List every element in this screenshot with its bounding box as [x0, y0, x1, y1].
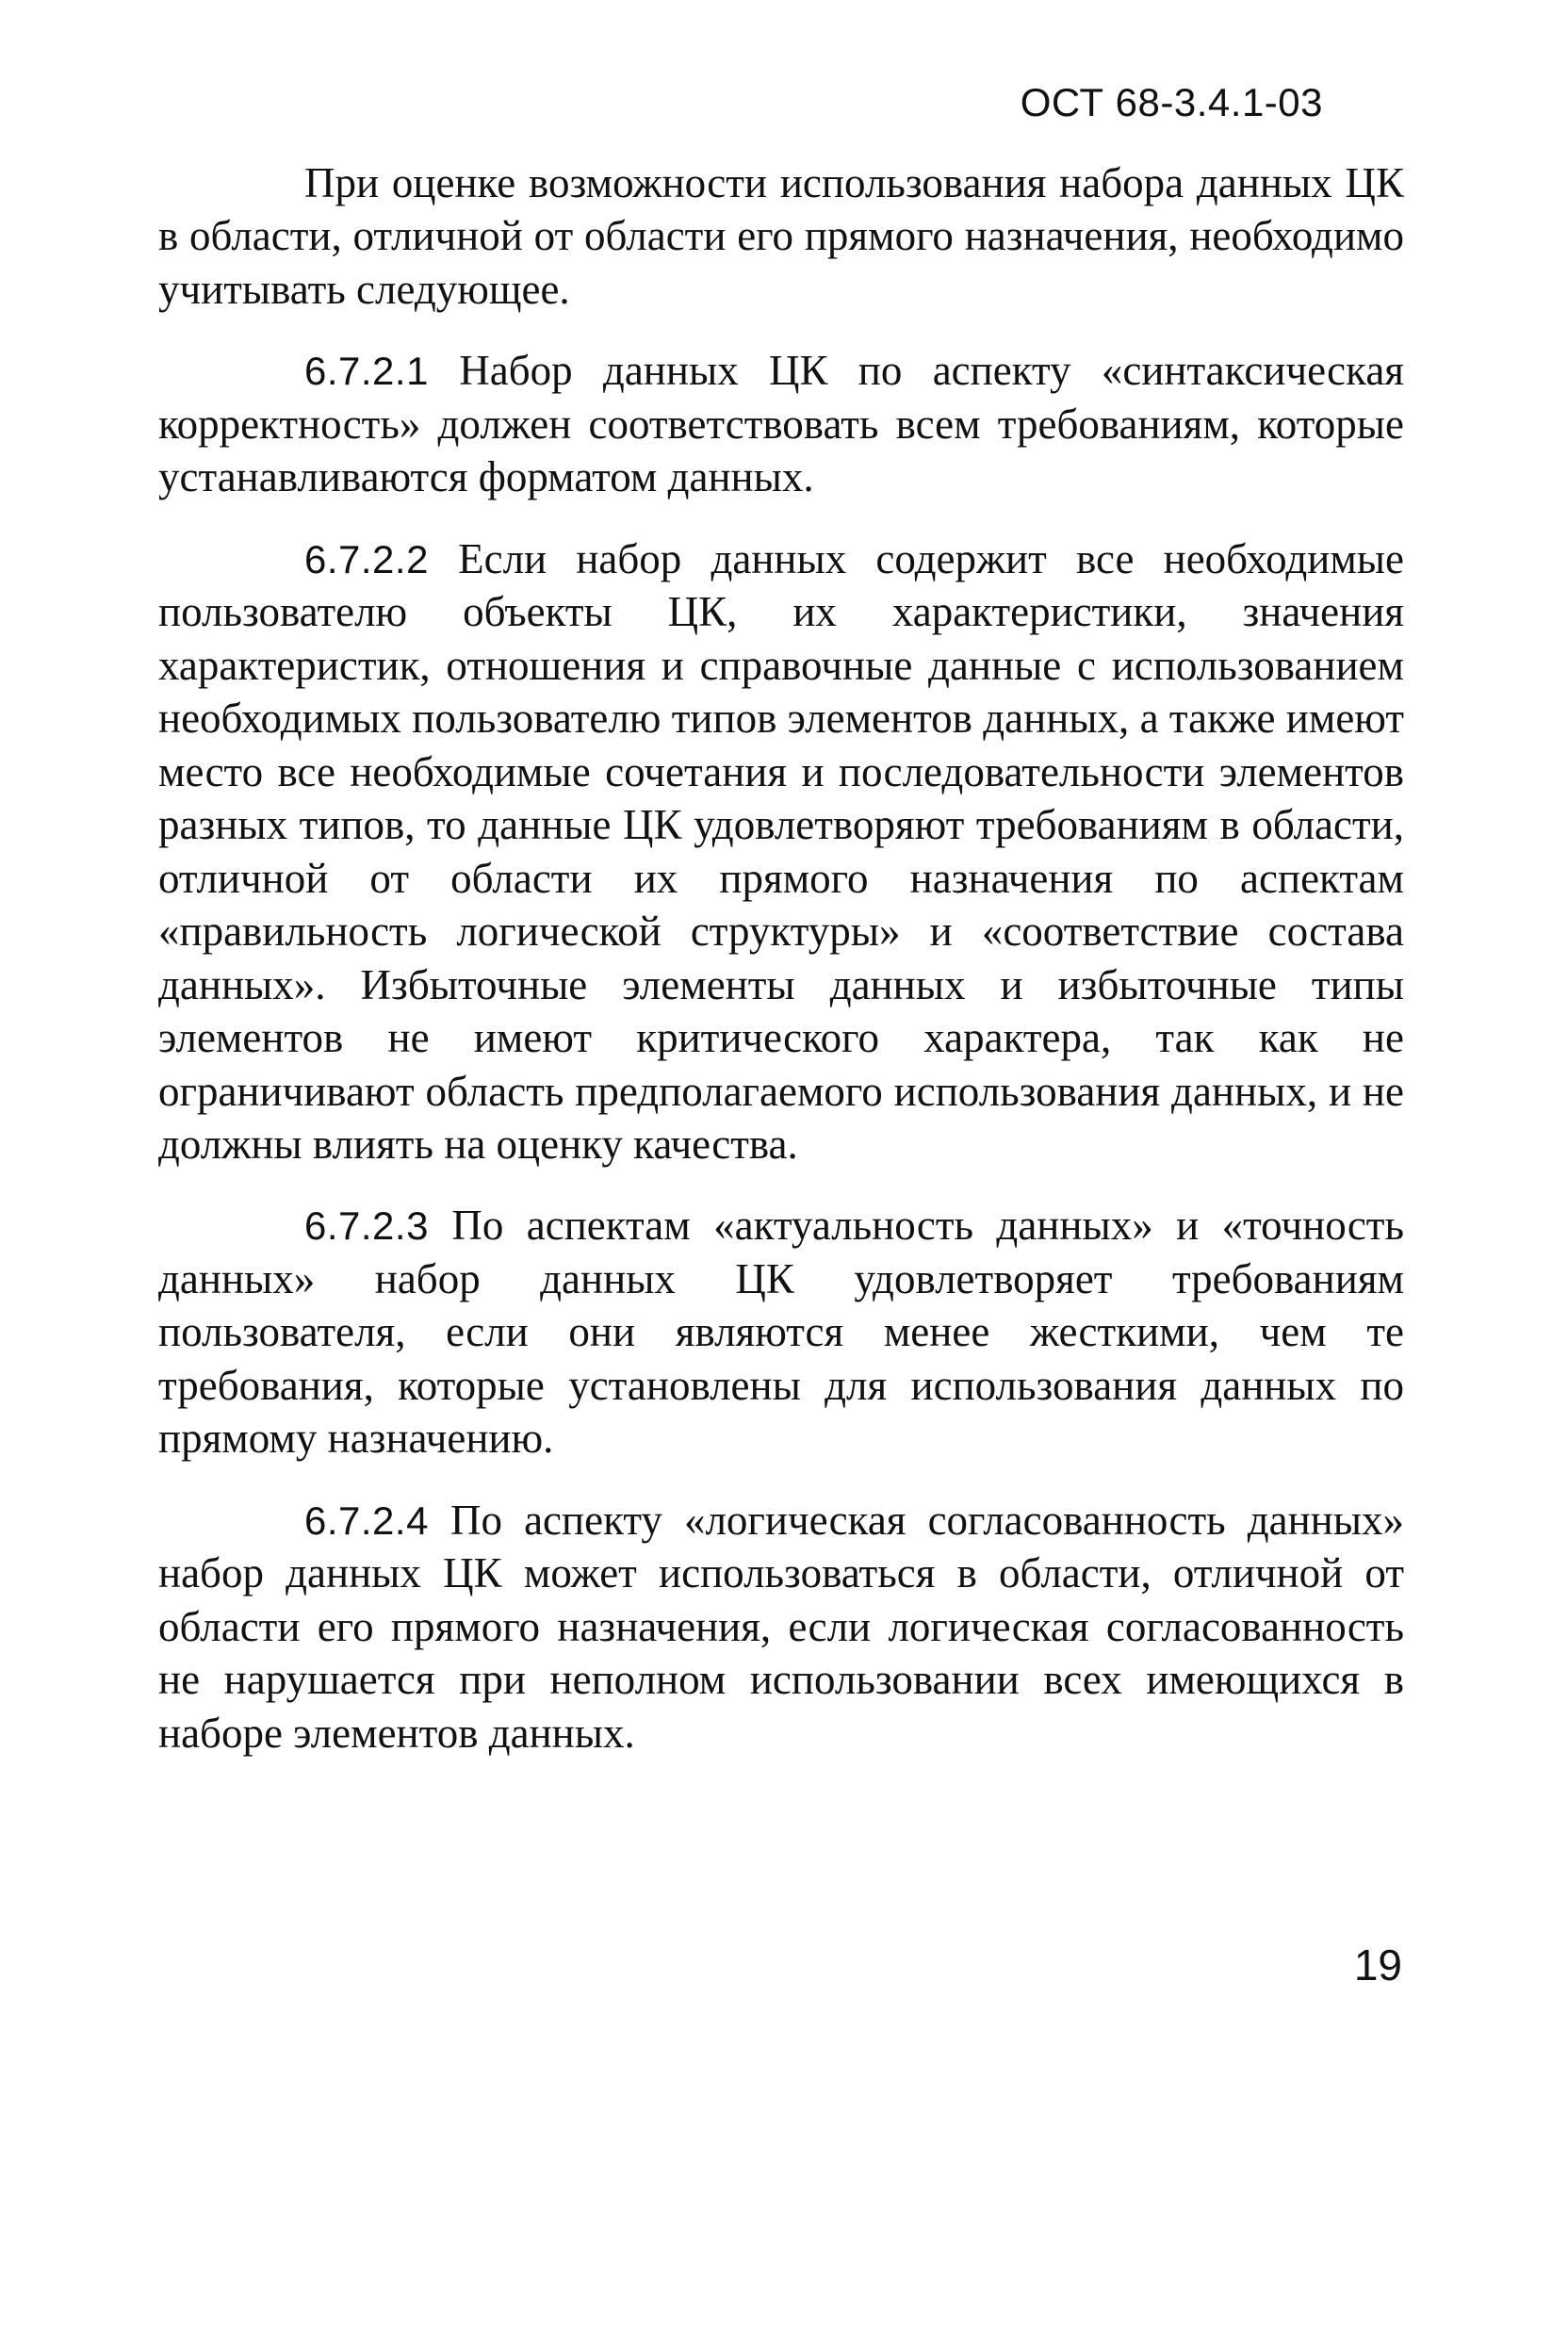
paragraph-6-7-2-2 [158, 532, 1404, 1171]
paragraph-text: При оценке возможности использования набора данных ЦК в области, отличной от области его прямого назначения, необходимо учитывать следующее. [158, 159, 1404, 313]
body-text [158, 156, 1404, 1788]
page-number: 19 [1353, 1940, 1402, 1989]
paragraph-6-7-2-1 [158, 344, 1404, 503]
paragraph-text: По аспекту «логическая согласованность данных» набор данных ЦК может использоваться в области, отличной от области его прямого назначения, если логическая согласованность не нарушается при неполном использовании всех имеющихся в наборе элементов данных. [158, 1496, 1405, 1757]
paragraph-6-7-2-4 [158, 1494, 1404, 1760]
paragraph-number: 6.7.2.2 [304, 536, 429, 581]
document-code-header: ОСТ 68-3.4.1-03 [1020, 80, 1323, 124]
intro-paragraph [158, 156, 1404, 316]
paragraph-number: 6.7.2.4 [304, 1498, 429, 1543]
paragraph-6-7-2-3 [158, 1199, 1404, 1465]
paragraph-text: Если набор данных содержит все необходимые пользователю объекты ЦК, их характеристики, значения характеристик, отношения и справочные данные с использованием необходимых пользователю типов элементов данных, а также имеют место все необходимые сочетания и последовательности элементов разных типов, то данные ЦК удовлетворяют требованиям в области, отличной от области их прямого назначения по аспектам «правильность логической структуры» и «соответствие состава данных». Избыточные элементы данных и избыточные типы элементов не имеют критического характера, так как не ограничивают область предполагаемого использования данных, и не должны влиять на оценку качества. [158, 534, 1405, 1168]
paragraph-number: 6.7.2.3 [304, 1203, 429, 1249]
paragraph-number: 6.7.2.1 [304, 349, 429, 394]
paragraph-text: Набор данных ЦК по аспекту «синтаксическая корректность» должен соответствовать всем требованиям, которые устанавливаются форматом данных. [158, 347, 1405, 501]
paragraph-text: По аспектам «актуальность данных» и «точность данных» набор данных ЦК удовлетворяет требованиям пользователя, если они являются менее жесткими, чем те требования, которые установлены для использования данных по прямому назначению. [158, 1202, 1404, 1463]
